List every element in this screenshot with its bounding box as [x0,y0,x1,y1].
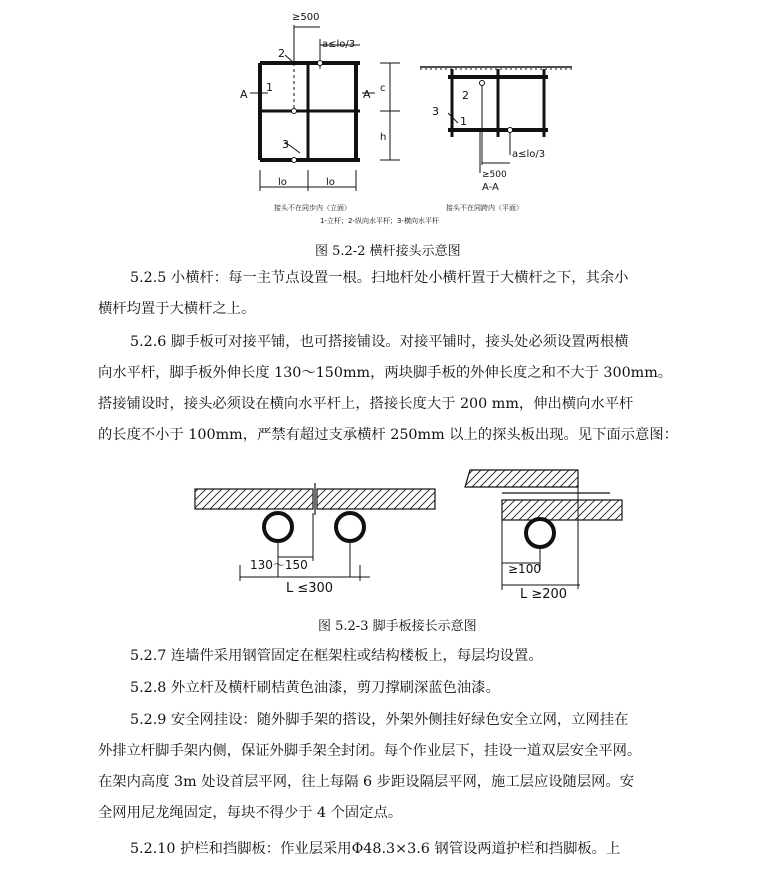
para-527-line: 5.2.7 连墙件采用钢管固定在框架柱或结构楼板上，每层均设置。 [130,648,543,664]
figure1-caption: 图 5.2-2 横杆接头示意图 [315,244,461,259]
figure-joint-diagram [230,5,590,235]
figure2-130-150: 130～150 [250,558,308,572]
figure-scaffold-board [190,465,630,605]
paragraph-5-2-9 [98,705,698,829]
para-5210-line: 5.2.10 护栏和挡脚板：作业层采用Φ48.3×3.6 钢管设两道护栏和挡脚板。上 [130,841,621,857]
para-526-line-1: 5.2.6 脚手板可对接平铺，也可搭接铺设。对接平铺时，接头处必须设置两根横 [130,334,629,350]
para-529-line-1: 5.2.9 安全网挂设：随外脚手架的搭设，外架外侧挂好绿色安全立网，立网挂在 [130,712,629,728]
para-529-line-4: 全网用尼龙绳固定，每块不得少于 4 个固定点。 [98,805,403,821]
figure1-label-3-right: 3 [432,105,439,118]
figure1-A-left: A [240,88,248,101]
figure1-a-top: a≤lo/3 [322,39,356,50]
figure2-caption: 图 5.2-3 脚手板接长示意图 [318,619,477,634]
para-528-line: 5.2.8 外立杆及横杆刷桔黄色油漆，剪刀撑刷深蓝色油漆。 [130,680,500,696]
paragraph-5-2-6 [98,327,698,451]
figure1-label-1: 1 [266,81,273,94]
para-525-line-2: 横杆均置于大横杆之上。 [98,301,256,317]
para-525-line-1: 5.2.5 小横杆：每一主节点设置一根。扫地杆处小横杆置于大横杆之下，其余小 [130,270,629,286]
para-526-line-3: 搭接铺设时，接头必须设在横向水平杆上，搭接长度大于 200 mm，伸出横向水平杆 [98,396,634,412]
figure2-L300: L ≤300 [286,581,334,596]
figure1-ge500: ≥500 [292,12,320,23]
figure1-lo-2: lo [326,177,335,188]
figure2-L200: L ≥200 [520,587,568,602]
paragraph-5-2-10 [130,834,690,865]
figure1-label-3: 3 [282,138,289,151]
figure1-legend: 1-立杆；2-纵向水平杆；3-横向水平杆 [320,217,439,225]
figure1-lo-1: lo [278,177,287,188]
para-526-line-4: 的长度不小于 100mm，严禁有超过支承横杆 250mm 以上的探头板出现。见下面示意图： [98,427,678,443]
para-526-line-2: 向水平杆，脚手板外伸长度 130～150mm，两块脚手板的外伸长度之和不大于 300mm。 [98,365,673,381]
figure1-label-2: 2 [278,47,285,60]
paragraph-5-2-7 [130,641,690,672]
figure1-label-h: h [380,132,387,143]
figure1-a-bottom: a≤lo/3 [512,149,546,160]
para-529-line-2: 外排立杆脚手架内侧，保证外脚手架全封闭。每个作业层下，挂设一道双层安全平网。 [98,743,642,759]
para-529-line-3: 在架内高度 3m 处设首层平网，往上每隔 6 步距设隔层平网，施工层应设随层网。安 [98,774,635,790]
figure1-note-elevation: 接头不在同步内（立面） [274,204,351,212]
figure1-label-1-right: 1 [460,115,467,128]
figure1-AA: A-A [482,182,499,193]
figure1-A-right: A [363,88,371,101]
figure2-100: ≥100 [508,562,541,576]
figure1-note-plan: 接头不在同跨内（平面） [446,204,523,212]
paragraph-5-2-5 [98,263,698,325]
figure1-ge500-bottom: ≥500 [482,170,507,180]
figure1-label-2-right: 2 [462,89,469,102]
paragraph-5-2-8 [130,673,690,704]
figure1-label-c: c [380,83,386,94]
